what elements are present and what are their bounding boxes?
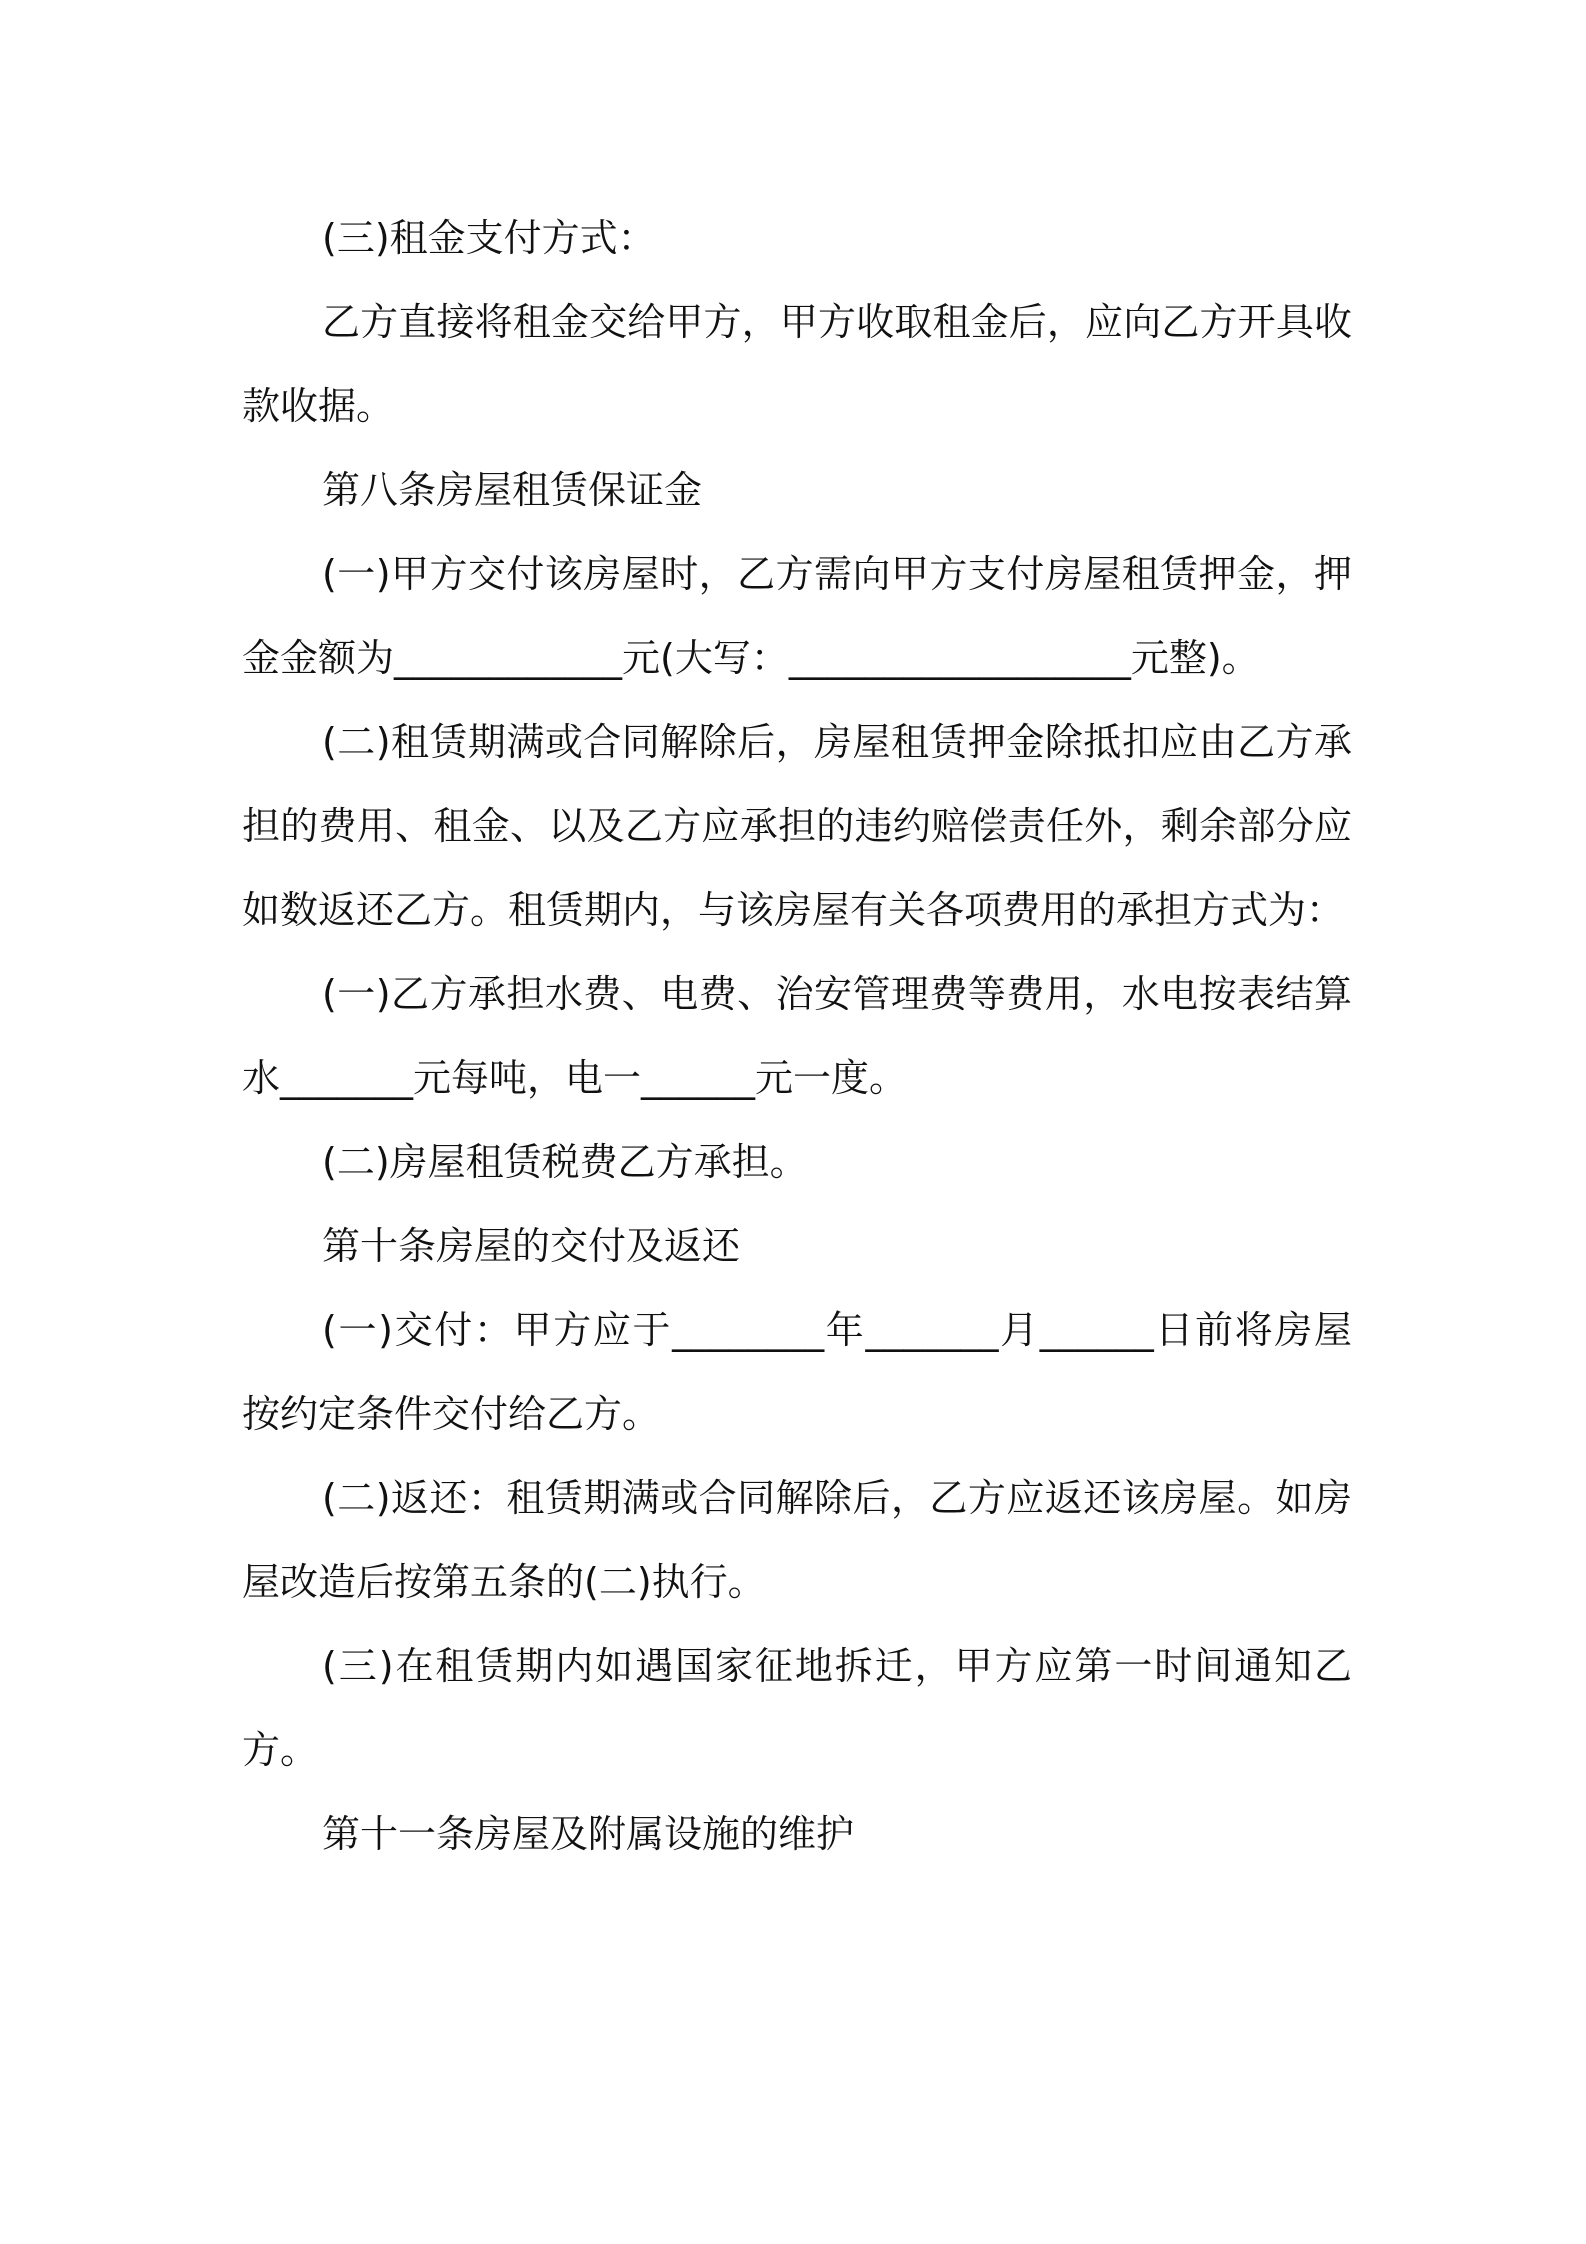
article-11-heading: 第十一条房屋及附属设施的维护 <box>322 1812 855 1856</box>
deposit-clause-2: (二)租赁期满或合同解除后，房屋租赁押金除抵扣应由乙方承担的费用、租金、以及乙方应承担的违约赔偿责任外，剩余部分应如数返还乙方。租赁期内，与该房屋有关各项费用的承担方式为： <box>242 720 1352 932</box>
return-clause: (二)返还：租赁期满或合同解除后，乙方应返还该房屋。如房屋改造后按第五条的(二)执行。 <box>242 1476 1352 1604</box>
document-body <box>242 196 1352 1876</box>
article-8-heading: 第八条房屋租赁保证金 <box>322 468 703 512</box>
rent-payment-method-text: 乙方直接将租金交给甲方，甲方收取租金后，应向乙方开具收款收据。 <box>242 300 1352 428</box>
demolition-clause: (三)在租赁期内如遇国家征地拆迁，甲方应第一时间通知乙方。 <box>242 1644 1352 1772</box>
rent-payment-method-heading: (三)租金支付方式： <box>322 216 656 260</box>
article-10-heading: 第十条房屋的交付及返还 <box>322 1224 741 1268</box>
delivery-clause: (一)交付：甲方应于________年_______月______日前将房屋按约定条件交付给乙方。 <box>242 1308 1352 1436</box>
fee-clause-1: (一)乙方承担水费、电费、治安管理费等费用，水电按表结算水_______元每吨，电一______元一度。 <box>242 972 1352 1100</box>
fee-clause-2: (二)房屋租赁税费乙方承担。 <box>322 1140 808 1184</box>
deposit-clause-1: (一)甲方交付该房屋时，乙方需向甲方支付房屋租赁押金，押金金额为____________元(大写：__________________元整)。 <box>242 552 1352 680</box>
